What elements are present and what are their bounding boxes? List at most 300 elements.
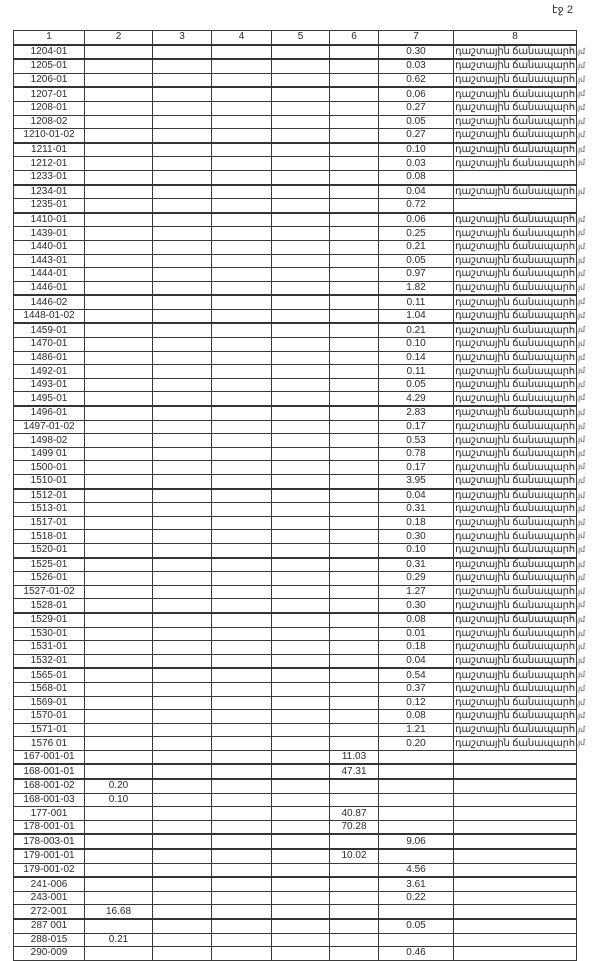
col-6-cell — [330, 143, 379, 157]
header-col-5: 5 — [272, 31, 330, 45]
area-value-cell: 0.04 — [379, 185, 454, 199]
col-5-cell — [272, 268, 330, 282]
parcel-code-cell: 1495-01 — [14, 392, 85, 406]
parcel-code-cell: 1470-01 — [14, 338, 85, 352]
table-row — [14, 59, 577, 73]
col-6-cell — [330, 682, 379, 696]
land-use-cell — [454, 682, 585, 696]
col-4-cell — [212, 392, 272, 406]
land-use-cell — [454, 723, 585, 737]
col-6-cell — [330, 87, 379, 101]
col-3-cell — [153, 807, 212, 821]
col-3-cell — [153, 503, 212, 517]
land-use-label: դաշտային ճանապարհ — [455, 503, 575, 515]
table-row — [14, 599, 577, 613]
area-value-cell: 0.30 — [379, 45, 454, 60]
table-row — [14, 351, 577, 365]
col-4-cell — [212, 750, 272, 764]
col-6-cell — [330, 434, 379, 448]
area-value-cell: 0.31 — [379, 558, 454, 572]
col-6-cell — [330, 572, 379, 586]
col-2-cell — [85, 530, 153, 544]
col-4-cell — [212, 723, 272, 737]
col-4-cell — [212, 834, 272, 849]
col-6-cell — [330, 905, 379, 919]
col-6-cell — [330, 378, 379, 392]
parcel-code-cell: 178-003-01 — [14, 834, 85, 849]
parcel-code-cell: 178-001-01 — [14, 820, 85, 834]
col-5-cell — [272, 807, 330, 821]
col-5-cell — [272, 750, 330, 764]
col-5-cell — [272, 834, 330, 849]
col-5-cell — [272, 199, 330, 213]
area-value-cell: 0.14 — [379, 351, 454, 365]
col-3-cell — [153, 820, 212, 834]
col-5-cell — [272, 779, 330, 793]
truncated-text-fragment: .յմ — [576, 102, 585, 112]
col-6-cell — [330, 641, 379, 655]
area-value-cell — [379, 933, 454, 947]
col-5-cell — [272, 516, 330, 530]
table-row — [14, 820, 577, 834]
land-use-cell — [454, 227, 585, 241]
col-2-cell — [85, 87, 153, 101]
land-use-label: դաշտային ճանապարհ — [455, 723, 575, 735]
land-use-label: դաշտային ճանապարհ — [455, 88, 575, 100]
land-use-label: դաշտային ճանապարհ — [455, 448, 575, 460]
table-row — [14, 281, 577, 295]
land-use-label: դաշտային ճանապարհ — [455, 281, 575, 293]
col-5-cell — [272, 392, 330, 406]
col-6-cell — [330, 59, 379, 73]
table-row — [14, 185, 577, 199]
col-3-cell — [153, 764, 212, 779]
parcel-code-cell: 1207-01 — [14, 87, 85, 101]
area-value-cell: 1.27 — [379, 585, 454, 599]
parcel-code-cell: 1208-01 — [14, 101, 85, 115]
parcel-code-cell: 1527-01-02 — [14, 585, 85, 599]
col-6-cell: 47.31 — [330, 764, 379, 779]
col-5-cell — [272, 406, 330, 420]
area-value-cell: 0.08 — [379, 170, 454, 184]
col-3-cell — [153, 73, 212, 87]
area-value-cell: 0.05 — [379, 378, 454, 392]
table-row — [14, 779, 577, 793]
area-value-cell: 0.05 — [379, 919, 454, 933]
col-3-cell — [153, 750, 212, 764]
parcel-code-cell: 1570-01 — [14, 710, 85, 724]
area-value-cell: 0.72 — [379, 199, 454, 213]
table-row — [14, 863, 577, 877]
col-5-cell — [272, 87, 330, 101]
land-use-label: դաշտային ճանապարհ — [455, 544, 575, 556]
col-4-cell — [212, 45, 272, 60]
land-use-cell — [454, 45, 585, 60]
col-3-cell — [153, 213, 212, 227]
col-2-cell — [85, 668, 153, 682]
col-2-cell — [85, 73, 153, 87]
col-6-cell — [330, 919, 379, 933]
table-row — [14, 489, 577, 503]
col-3-cell — [153, 268, 212, 282]
area-value-cell: 0.10 — [379, 543, 454, 557]
col-5-cell — [272, 558, 330, 572]
land-use-label: դաշտային ճանապարհ — [455, 614, 575, 626]
col-6-cell — [330, 45, 379, 60]
col-5-cell — [272, 281, 330, 295]
col-2-cell — [85, 682, 153, 696]
col-2-cell — [85, 919, 153, 933]
land-use-label: դաշտային ճանապարհ — [455, 572, 575, 584]
col-5-cell — [272, 654, 330, 668]
truncated-text-fragment: .յմ — [576, 573, 585, 583]
table-row — [14, 696, 577, 710]
table-row — [14, 309, 577, 323]
land-use-cell — [454, 309, 585, 323]
area-value-cell: 0.22 — [379, 891, 454, 905]
truncated-text-fragment: .յմ — [576, 544, 585, 554]
land-use-cell — [454, 59, 585, 73]
table-row — [14, 530, 577, 544]
col-6-cell: 40.87 — [330, 807, 379, 821]
col-6-cell — [330, 654, 379, 668]
col-3-cell — [153, 101, 212, 115]
col-6-cell: 70.28 — [330, 820, 379, 834]
area-value-cell: 0.05 — [379, 115, 454, 129]
table-row — [14, 947, 577, 961]
parcel-code-cell: 1233-01 — [14, 170, 85, 184]
truncated-text-fragment: .յմ — [576, 282, 585, 292]
parcel-code-cell: 1531-01 — [14, 641, 85, 655]
area-value-cell: 0.29 — [379, 572, 454, 586]
parcel-code-cell: 1492-01 — [14, 365, 85, 379]
table-row — [14, 572, 577, 586]
col-4-cell — [212, 170, 272, 184]
truncated-text-fragment: .յմ — [576, 738, 585, 748]
col-4-cell — [212, 764, 272, 779]
land-use-label: դաշտային ճանապարհ — [455, 627, 575, 639]
col-3-cell — [153, 530, 212, 544]
col-3-cell — [153, 227, 212, 241]
col-4-cell — [212, 503, 272, 517]
parcel-code-cell: 1569-01 — [14, 696, 85, 710]
truncated-text-fragment: .յմ — [576, 697, 585, 707]
land-use-cell — [454, 627, 585, 641]
land-use-label: դաշտային ճանապարհ — [455, 475, 575, 487]
col-6-cell: 11.03 — [330, 750, 379, 764]
col-6-cell — [330, 668, 379, 682]
table-row — [14, 793, 577, 807]
truncated-text-fragment: .յմ — [576, 61, 585, 71]
col-4-cell — [212, 696, 272, 710]
col-5-cell — [272, 227, 330, 241]
truncated-text-fragment: .յմ — [576, 241, 585, 251]
col-5-cell — [272, 170, 330, 184]
area-value-cell: 0.17 — [379, 420, 454, 434]
col-3-cell — [153, 654, 212, 668]
col-3-cell — [153, 779, 212, 793]
land-use-cell — [454, 420, 585, 434]
col-6-cell — [330, 281, 379, 295]
col-3-cell — [153, 613, 212, 627]
table-row — [14, 585, 577, 599]
col-6-cell — [330, 240, 379, 254]
header-col-2: 2 — [85, 31, 153, 45]
area-value-cell: 4.29 — [379, 392, 454, 406]
parcel-code-cell: 168-001-03 — [14, 793, 85, 807]
parcel-code-cell: 1234-01 — [14, 185, 85, 199]
land-use-label: դաշտային ճանապարհ — [455, 420, 575, 432]
col-6-cell — [330, 947, 379, 961]
truncated-text-fragment: .յմ — [576, 711, 585, 721]
land-use-label: դաշտային ճանապարհ — [455, 241, 575, 253]
parcel-code-cell: 1208-02 — [14, 115, 85, 129]
col-4-cell — [212, 227, 272, 241]
land-use-label: դաշտային ճանապարհ — [455, 641, 575, 653]
col-5-cell — [272, 585, 330, 599]
col-3-cell — [153, 170, 212, 184]
area-value-cell: 1.04 — [379, 309, 454, 323]
col-3-cell — [153, 59, 212, 73]
col-5-cell — [272, 157, 330, 171]
col-3-cell — [153, 668, 212, 682]
col-2-cell — [85, 613, 153, 627]
col-2-cell — [85, 199, 153, 213]
parcel-code-cell: 168-001-02 — [14, 779, 85, 793]
table-row — [14, 143, 577, 157]
col-4-cell — [212, 891, 272, 905]
land-use-cell — [454, 530, 585, 544]
col-5-cell — [272, 351, 330, 365]
truncated-text-fragment: .յմ — [576, 255, 585, 265]
land-use-cell — [454, 73, 585, 87]
col-2-cell — [85, 627, 153, 641]
land-use-cell — [454, 737, 585, 751]
land-use-label: դաշտային ճանապարհ — [455, 530, 575, 542]
parcel-code-cell: 1486-01 — [14, 351, 85, 365]
area-value-cell: 0.54 — [379, 668, 454, 682]
land-use-label: դաշտային ճանապարհ — [455, 254, 575, 266]
col-3-cell — [153, 392, 212, 406]
area-value-cell: 3.95 — [379, 475, 454, 489]
parcel-code-cell: 1210-01-02 — [14, 129, 85, 143]
truncated-text-fragment: .յմ — [576, 46, 585, 56]
col-4-cell — [212, 599, 272, 613]
col-2-cell — [85, 406, 153, 420]
truncated-text-fragment: .յմ — [576, 325, 585, 335]
land-use-cell — [454, 143, 585, 157]
col-2-cell — [85, 710, 153, 724]
land-use-cell — [454, 750, 577, 764]
col-3-cell — [153, 543, 212, 557]
col-2-cell — [85, 723, 153, 737]
col-4-cell — [212, 254, 272, 268]
area-value-cell: 0.11 — [379, 295, 454, 309]
col-6-cell — [330, 447, 379, 461]
col-5-cell — [272, 338, 330, 352]
col-2-cell — [85, 227, 153, 241]
header-col-8: 8 — [454, 31, 577, 45]
table-row — [14, 849, 577, 863]
parcel-code-cell: 1497-01-02 — [14, 420, 85, 434]
table-row — [14, 654, 577, 668]
col-4-cell — [212, 420, 272, 434]
parcel-code-cell: 179-001-01 — [14, 849, 85, 863]
truncated-text-fragment: .յմ — [576, 144, 585, 154]
land-use-cell — [454, 834, 577, 849]
col-6-cell — [330, 891, 379, 905]
header-col-7: 7 — [379, 31, 454, 45]
table-row — [14, 877, 577, 891]
col-5-cell — [272, 668, 330, 682]
truncated-text-fragment: .յմ — [576, 614, 585, 624]
col-4-cell — [212, 129, 272, 143]
parcel-code-cell: 1530-01 — [14, 627, 85, 641]
col-3-cell — [153, 933, 212, 947]
land-use-label: դաշտային ճանապարհ — [455, 227, 575, 239]
col-6-cell — [330, 365, 379, 379]
land-use-label: դաշտային ճանապարհ — [455, 710, 575, 722]
col-6-cell — [330, 516, 379, 530]
col-6-cell — [330, 101, 379, 115]
land-use-label: դաշտային ճանապարհ — [455, 683, 575, 695]
col-3-cell — [153, 129, 212, 143]
table-row — [14, 87, 577, 101]
parcel-code-cell: 1526-01 — [14, 572, 85, 586]
col-3-cell — [153, 737, 212, 751]
table-row — [14, 627, 577, 641]
col-3-cell — [153, 281, 212, 295]
parcel-code-cell: 1443-01 — [14, 254, 85, 268]
land-use-label: դաշտային ճանապարհ — [455, 461, 575, 473]
col-6-cell — [330, 779, 379, 793]
col-4-cell — [212, 863, 272, 877]
col-3-cell — [153, 585, 212, 599]
col-2-cell — [85, 475, 153, 489]
land-use-cell — [454, 199, 577, 213]
area-value-cell: 0.04 — [379, 489, 454, 503]
parcel-code-cell: 1206-01 — [14, 73, 85, 87]
parcel-code-cell: 1410-01 — [14, 213, 85, 227]
area-value-cell: 0.06 — [379, 213, 454, 227]
col-6-cell — [330, 338, 379, 352]
land-use-label: դաշտային ճանապարհ — [455, 351, 575, 363]
parcel-code-cell: 1493-01 — [14, 378, 85, 392]
land-use-cell — [454, 157, 585, 171]
col-5-cell — [272, 213, 330, 227]
col-2-cell — [85, 378, 153, 392]
table-row — [14, 406, 577, 420]
area-value-cell: 0.21 — [379, 323, 454, 337]
land-use-label: դաշտային ճանապարհ — [455, 407, 575, 419]
table-row — [14, 447, 577, 461]
col-2-cell — [85, 295, 153, 309]
truncated-text-fragment: .յմ — [576, 670, 585, 680]
table-row — [14, 434, 577, 448]
land-use-cell — [454, 378, 585, 392]
land-use-label: դաշտային ճանապարհ — [455, 489, 575, 501]
truncated-text-fragment: .յմ — [576, 586, 585, 596]
land-use-cell — [454, 406, 585, 420]
col-3-cell — [153, 696, 212, 710]
col-6-cell — [330, 323, 379, 337]
col-4-cell — [212, 820, 272, 834]
truncated-text-fragment: .յմ — [576, 559, 585, 569]
truncated-text-fragment: .յմ — [576, 269, 585, 279]
land-use-cell — [454, 543, 585, 557]
col-3-cell — [153, 240, 212, 254]
table-row — [14, 199, 577, 213]
col-4-cell — [212, 849, 272, 863]
land-use-label: դաշտային ճանապարհ — [455, 296, 575, 308]
col-5-cell — [272, 240, 330, 254]
col-3-cell — [153, 115, 212, 129]
area-value-cell: 0.18 — [379, 516, 454, 530]
col-4-cell — [212, 475, 272, 489]
col-2-cell — [85, 572, 153, 586]
col-2-cell: 0.10 — [85, 793, 153, 807]
col-6-cell — [330, 170, 379, 184]
area-value-cell: 0.04 — [379, 654, 454, 668]
truncated-text-fragment: .յմ — [576, 642, 585, 652]
truncated-text-fragment: .յմ — [576, 517, 585, 527]
table-row — [14, 170, 577, 184]
col-5-cell — [272, 919, 330, 933]
table-row — [14, 129, 577, 143]
col-2-cell — [85, 281, 153, 295]
col-6-cell — [330, 723, 379, 737]
land-use-cell — [454, 489, 585, 503]
table-row — [14, 543, 577, 557]
truncated-text-fragment: .յմ — [576, 448, 585, 458]
col-4-cell — [212, 73, 272, 87]
area-value-cell: 0.21 — [379, 240, 454, 254]
area-value-cell: 0.62 — [379, 73, 454, 87]
land-use-label: դաշտային ճանապարհ — [455, 379, 575, 391]
area-value-cell — [379, 779, 454, 793]
col-6-cell — [330, 793, 379, 807]
col-6-cell — [330, 73, 379, 87]
col-2-cell — [85, 877, 153, 891]
col-4-cell — [212, 737, 272, 751]
table-row — [14, 101, 577, 115]
col-6-cell — [330, 420, 379, 434]
parcel-code-cell: 1518-01 — [14, 530, 85, 544]
land-use-cell — [454, 240, 585, 254]
col-6-cell — [330, 737, 379, 751]
land-use-cell — [454, 891, 577, 905]
land-use-cell — [454, 807, 577, 821]
area-value-cell: 4.56 — [379, 863, 454, 877]
col-5-cell — [272, 572, 330, 586]
table-row — [14, 613, 577, 627]
col-5-cell — [272, 682, 330, 696]
area-value-cell — [379, 793, 454, 807]
col-6-cell — [330, 115, 379, 129]
col-2-cell — [85, 654, 153, 668]
land-use-label: դաշտային ճանապարհ — [455, 365, 575, 377]
col-2-cell — [85, 170, 153, 184]
area-value-cell: 0.18 — [379, 641, 454, 655]
land-use-label: դաշտային ճանապարհ — [455, 599, 575, 611]
land-use-label: դաշտային ճանապարհ — [455, 558, 575, 570]
land-use-cell — [454, 365, 585, 379]
table-row — [14, 558, 577, 572]
col-5-cell — [272, 378, 330, 392]
col-2-cell — [85, 129, 153, 143]
col-6-cell — [330, 933, 379, 947]
col-2-cell — [85, 420, 153, 434]
